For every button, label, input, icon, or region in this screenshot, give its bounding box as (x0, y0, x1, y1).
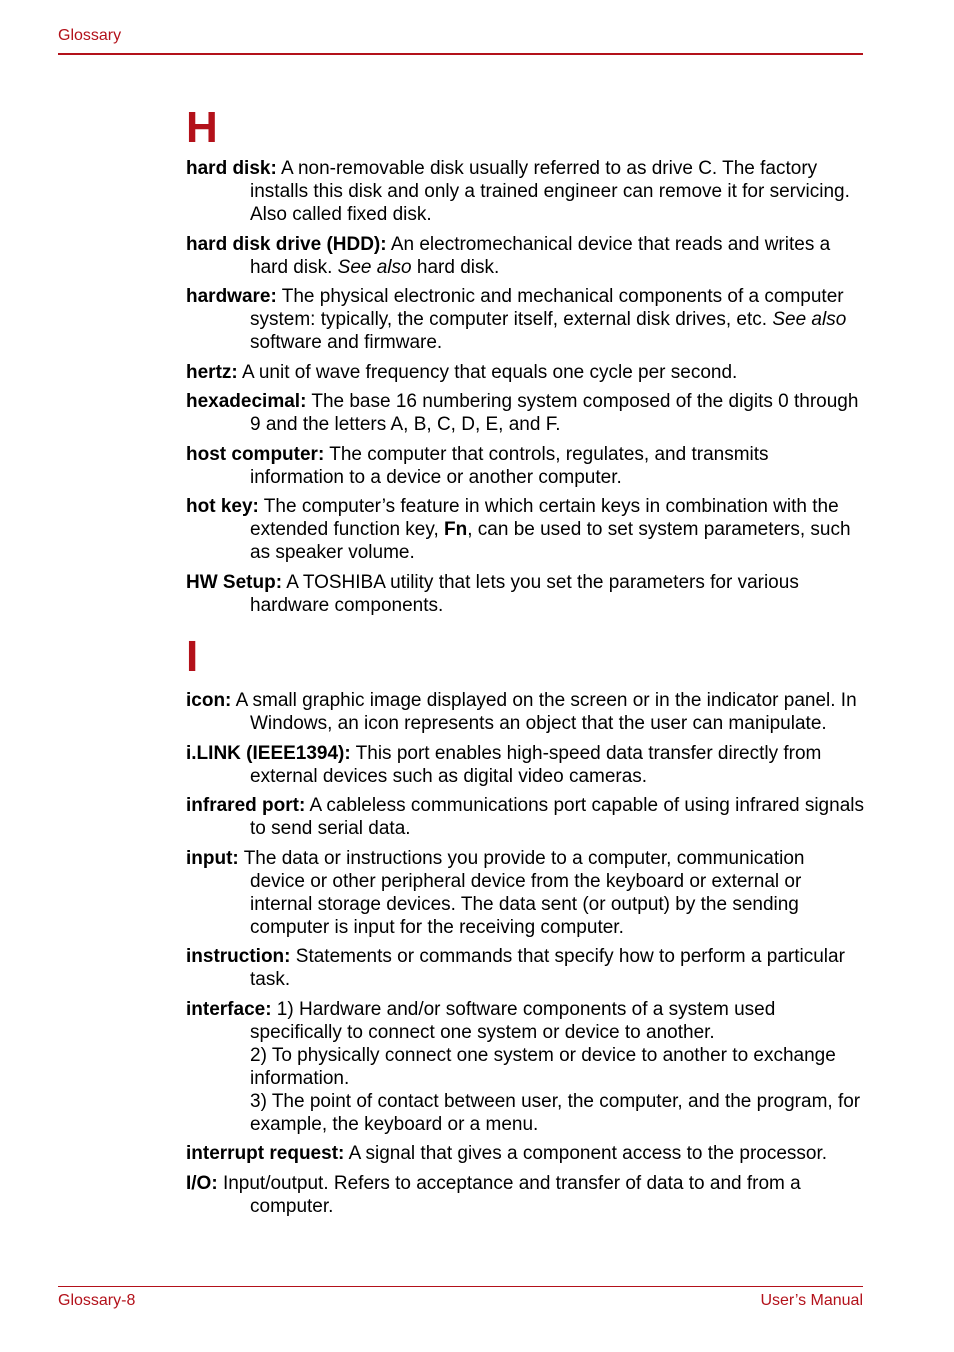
section-letter-i: I (186, 632, 199, 681)
entry-term: infrared port: (186, 795, 306, 816)
entry-term: host computer: (186, 443, 325, 465)
header-rule (58, 53, 863, 55)
glossary-entry (186, 847, 864, 939)
glossary-entry (186, 571, 864, 617)
glossary-entry (186, 157, 864, 226)
entry-term: hard disk drive (HDD): (186, 233, 387, 255)
section-i-entries (186, 689, 864, 1224)
see-also-text: See also (337, 256, 412, 278)
entry-term: input: (186, 847, 239, 869)
glossary-entry (186, 390, 864, 436)
entry-definition: A TOSHIBA utility that lets you set the parameters for various hardware components. (250, 571, 799, 616)
section-letter-h: H (186, 103, 218, 152)
glossary-entry (186, 361, 864, 384)
entry-term: hertz: (186, 361, 238, 383)
entry-definition: The computer that controls, regulates, and transmits information to a device or another computer. (250, 443, 769, 488)
entry-definition: Input/output. Refers to acceptance and transfer of data to and from a computer. (217, 1172, 801, 1217)
entry-definition-part: 3) The point of contact between user, the computer, and the program, for example, the keyboard or a menu. (250, 1090, 861, 1135)
glossary-entry (186, 998, 864, 1136)
entry-term: instruction: (186, 946, 291, 967)
entry-definition: The physical electronic and mechanical components of a computer system: typically, the computer itself, external disk drives, etc. (250, 286, 844, 330)
section-h-entries (186, 157, 864, 623)
glossary-entry (186, 495, 864, 564)
see-also-text: See also (772, 309, 847, 330)
entry-definition-cont: software and firmware. (250, 332, 443, 353)
entry-term: hard disk: (186, 158, 277, 179)
glossary-entry (186, 1172, 864, 1218)
footer-manual-title: User’s Manual (760, 1292, 863, 1309)
entry-term: i.LINK (IEEE1394): (186, 742, 351, 764)
entry-term: hexadecimal: (186, 391, 307, 412)
glossary-entry (186, 443, 864, 489)
glossary-entry (186, 689, 864, 735)
entry-definition: A non-removable disk usually referred to as drive C. The factory installs this disk and only a trained engineer can remove it for servicing. Also called fixed disk. (250, 158, 850, 225)
entry-definition: A signal that gives a component access to the processor. (344, 1143, 828, 1164)
entry-definition: This port enables high-speed data transfer directly from external devices such as digital video cameras. (250, 742, 822, 787)
entry-term: HW Setup: (186, 571, 283, 593)
glossary-entry (186, 285, 864, 354)
glossary-entry (186, 742, 864, 788)
fn-key-text: Fn (444, 519, 468, 540)
entry-definition: An electromechanical device that reads and writes a hard disk. (250, 233, 831, 278)
footer-rule (58, 1286, 863, 1287)
entry-definition: 1) Hardware and/or software components of a system used specifically to connect one system or device to another. (250, 998, 776, 1043)
entry-definition-cont: hard disk. (411, 256, 500, 278)
entry-term: interface: (186, 998, 272, 1020)
entry-term: interrupt request: (186, 1143, 345, 1164)
entry-definition: The base 16 numbering system composed of the digits 0 through 9 and the letters A, B, C, D, E, and F. (250, 391, 859, 435)
glossary-entry (186, 1142, 864, 1165)
entry-definition: A small graphic image displayed on the screen or in the indicator panel. In Windows, an icon represents an object that the user can manipulate. (231, 690, 857, 734)
entry-term: hot key: (186, 496, 259, 517)
entry-definition: The data or instructions you provide to a computer, communication device or other peripheral device from the keyboard or external or internal storage devices. The data sent (or output) by the sending computer is input for the receiving computer. (238, 847, 805, 938)
glossary-entry (186, 794, 864, 840)
entry-term: hardware: (186, 286, 277, 307)
glossary-entry (186, 945, 864, 991)
entry-term: icon: (186, 690, 232, 711)
glossary-entry (186, 233, 864, 279)
entry-definition: Statements or commands that specify how to perform a particular task. (250, 946, 845, 990)
entry-definition: A cableless communications port capable of using infrared signals to send serial data. (250, 795, 864, 839)
entry-definition-part: 2) To physically connect one system or device to another to exchange information. (250, 1044, 836, 1089)
entry-definition: The computer’s feature in which certain keys in combination with the extended function key, (250, 496, 839, 540)
entry-definition-cont: , can be used to set system parameters, such as speaker volume. (250, 519, 851, 563)
running-header-title: Glossary (58, 27, 122, 44)
entry-term: I/O: (186, 1172, 218, 1194)
footer-page-number: Glossary-8 (58, 1292, 136, 1309)
entry-definition: A unit of wave frequency that equals one cycle per second. (237, 361, 738, 383)
